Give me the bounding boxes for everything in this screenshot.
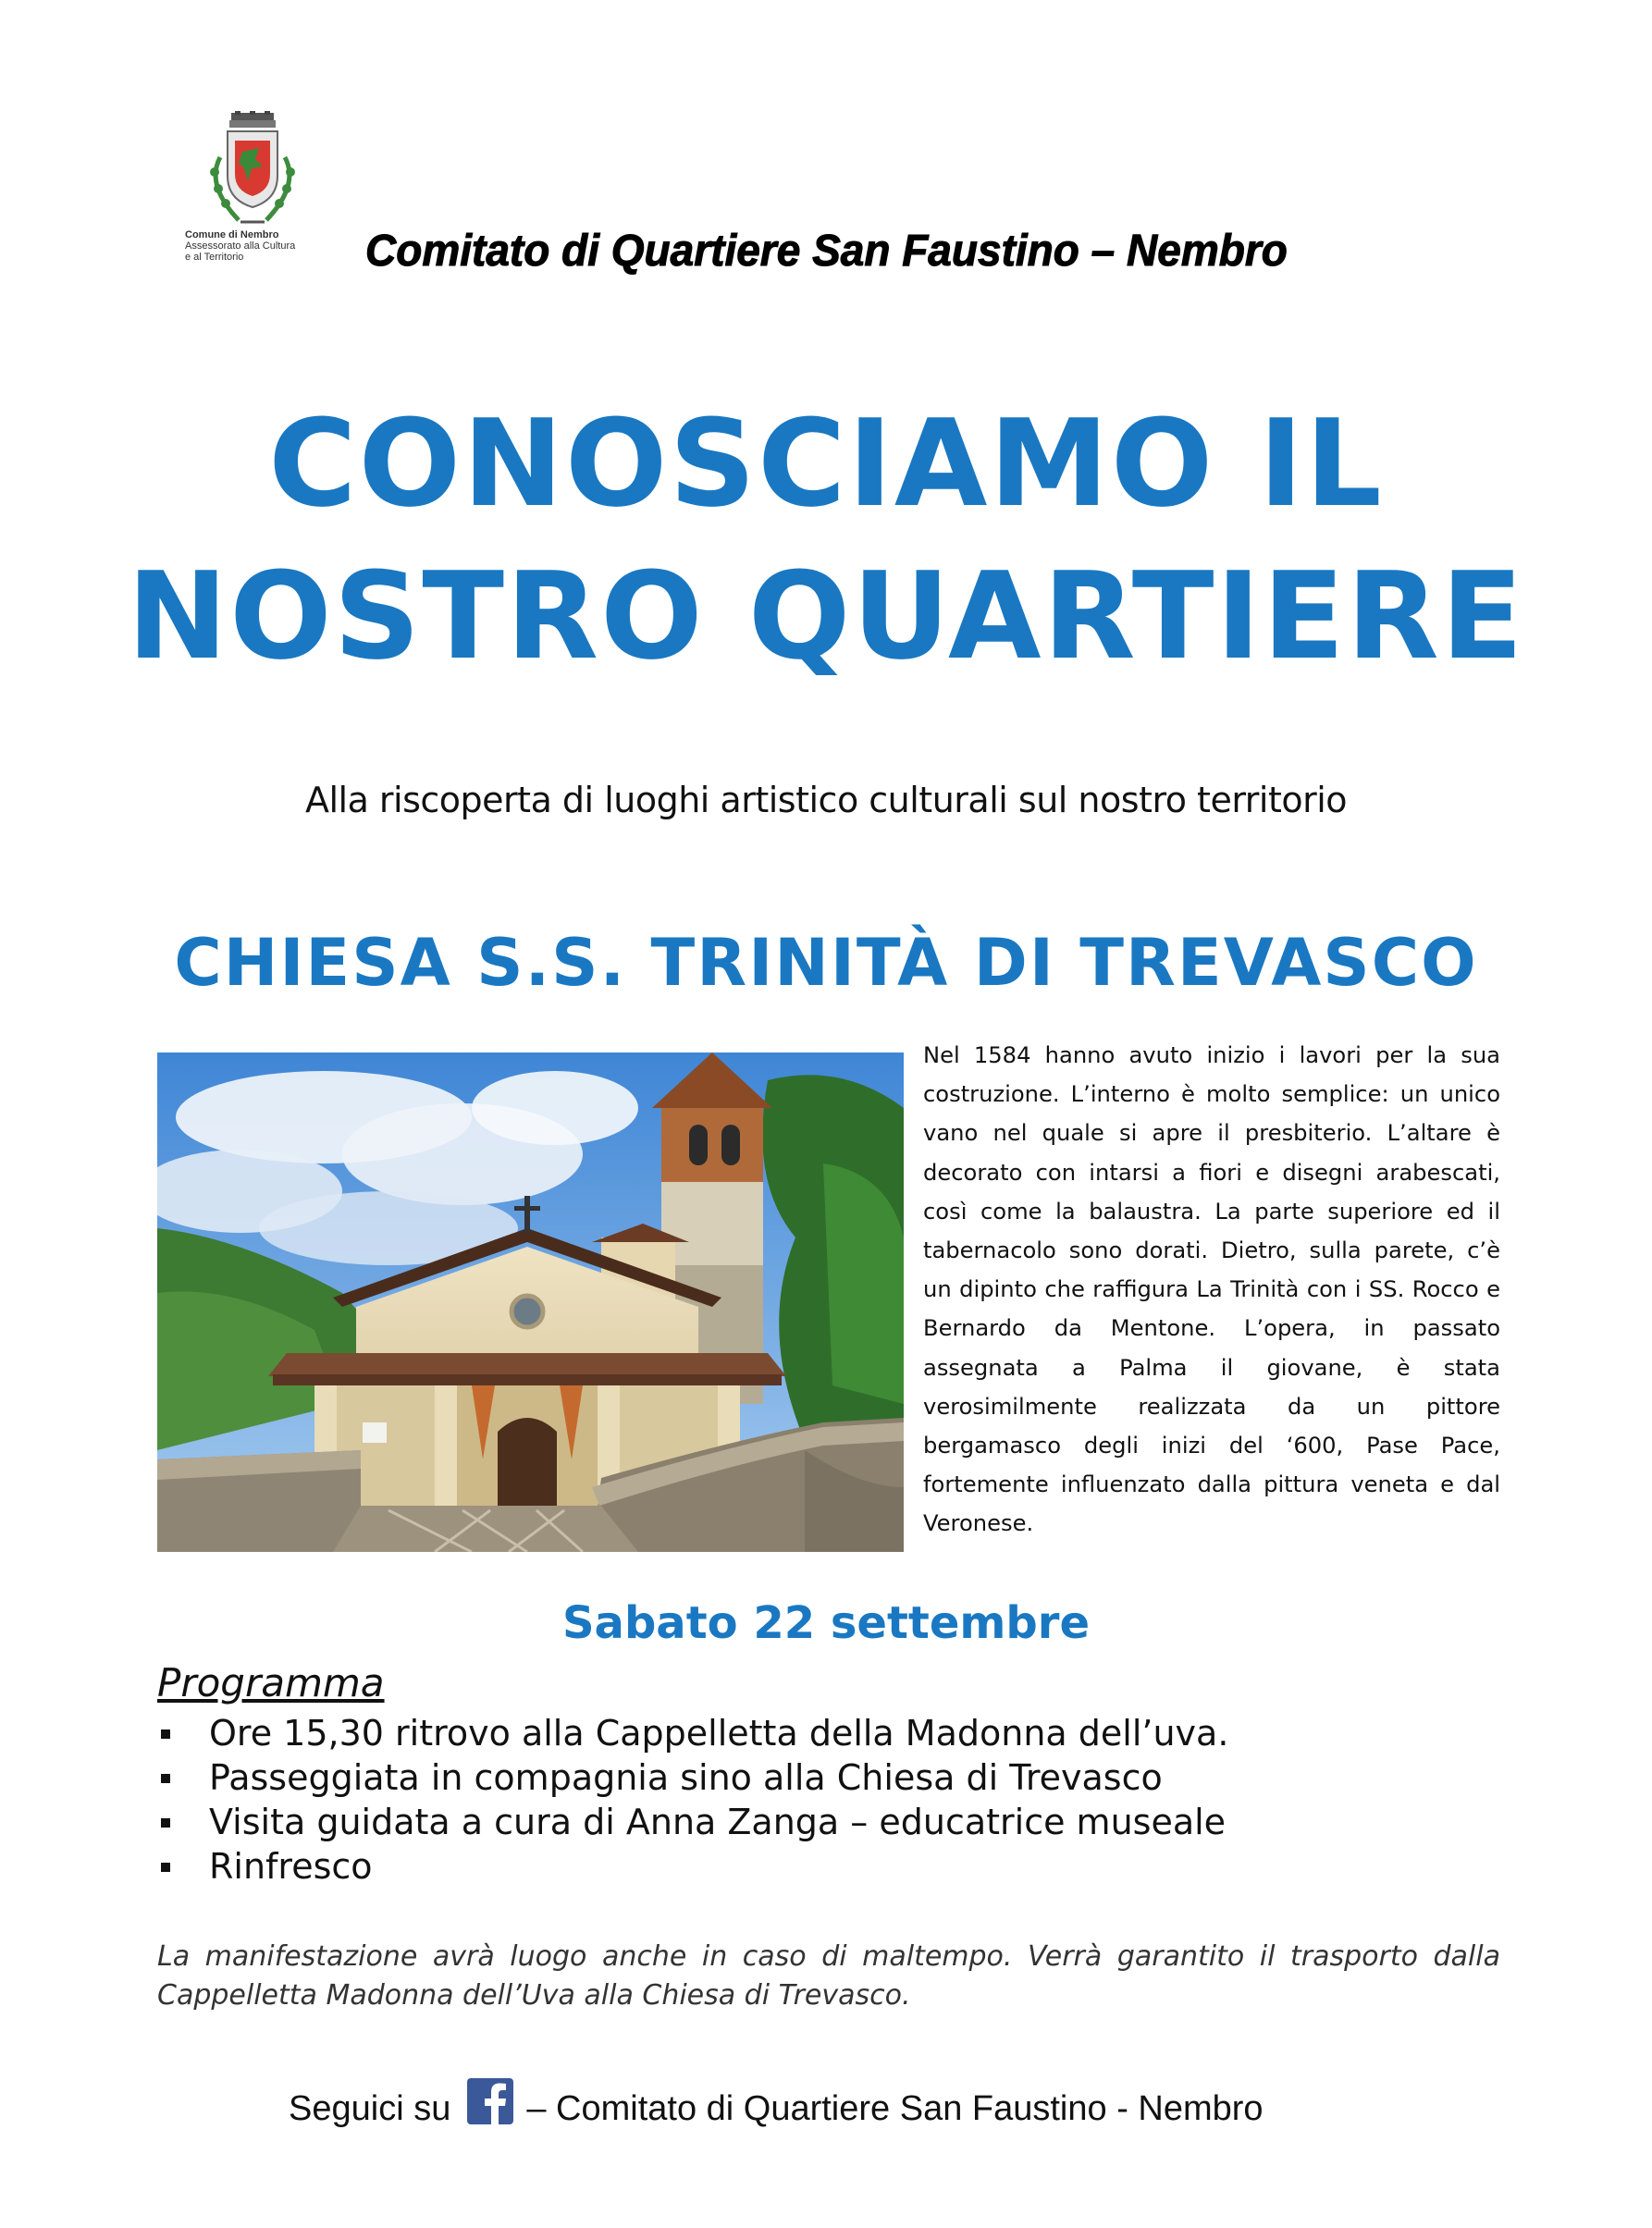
program-item-text: Visita guidata a cura di Anna Zanga – educatrice museale: [209, 1802, 1227, 1842]
footer: [0, 2076, 1652, 2141]
church-title: CHIESA S.S. TRINITÀ DI TREVASCO: [174, 925, 1478, 1001]
logo-caption-line1: Comune di Nembro: [185, 229, 279, 240]
event-date: Sabato 22 settembre: [561, 1597, 1091, 1649]
program-list: [157, 1711, 1545, 1889]
program-item: [157, 1755, 1545, 1800]
bullet-icon: [161, 1818, 170, 1828]
bullet-icon: [161, 1729, 170, 1739]
committee-header: Comitato di Quartiere San Faustino – Nembro: [365, 224, 1288, 276]
weather-note: La manifestazione avrà luogo anche in caso di maltempo. Verrà garantito il trasporto dalla Cappelletta Madonna dell’Uva alla Chiesa di Trevasco.: [157, 1940, 1500, 2012]
program-item: [157, 1844, 1545, 1889]
program-item-text: Ore 15,30 ritrovo alla Cappelletta della Madonna dell’uva.: [209, 1713, 1229, 1754]
facebook-icon[interactable]: [467, 2078, 513, 2124]
program-item: [157, 1800, 1545, 1844]
bullet-icon: [161, 1863, 170, 1872]
main-title-line1: CONOSCIAMO IL: [268, 393, 1384, 534]
bullet-icon: [161, 1774, 170, 1783]
program-title: Programma: [157, 1660, 385, 1705]
church-photo: [157, 1052, 904, 1552]
subtitle: Alla riscoperta di luoghi artistico culturali sul nostro territorio: [304, 780, 1348, 820]
logo-caption-line3: e al Territorio: [185, 252, 244, 263]
logo-caption-line2: Assessorato alla Cultura: [185, 240, 296, 252]
footer-page-link[interactable]: – Comitato di Quartiere San Faustino - Nembro: [526, 2088, 1264, 2128]
footer-follow-text: Seguici su: [289, 2088, 451, 2128]
logo-caption: [185, 229, 333, 263]
program-item: [157, 1711, 1545, 1755]
program-item-text: Passeggiata in compagnia sino alla Chiesa di Trevasco: [209, 1757, 1163, 1798]
program-item-text: Rinfresco: [209, 1846, 373, 1887]
church-description: Nel 1584 hanno avuto inizio i lavori per la sua costruzione. L’interno è molto semplice: un unico vano nel quale si apre il presbiterio. L’altare è decorato con intarsi a fiori e disegni arabescati, così come la balaustra. La parte superiore ed il tabernacolo sono dorati. Dietro, sulla parete, c’è un dipinto che raffigura La Trinità con i SS. Rocco e Bernardo da Mentone. L’opera, in passato assegnata a Palma il giovane, è stata verosimilmente realizzata da un pittore bergamasco degli inizi del ‘600, Pase Pace, fortemente influenzato dalla pittura veneta e dal Veronese.: [923, 1042, 1500, 1537]
main-title-line2: NOSTRO QUARTIERE: [127, 546, 1525, 686]
